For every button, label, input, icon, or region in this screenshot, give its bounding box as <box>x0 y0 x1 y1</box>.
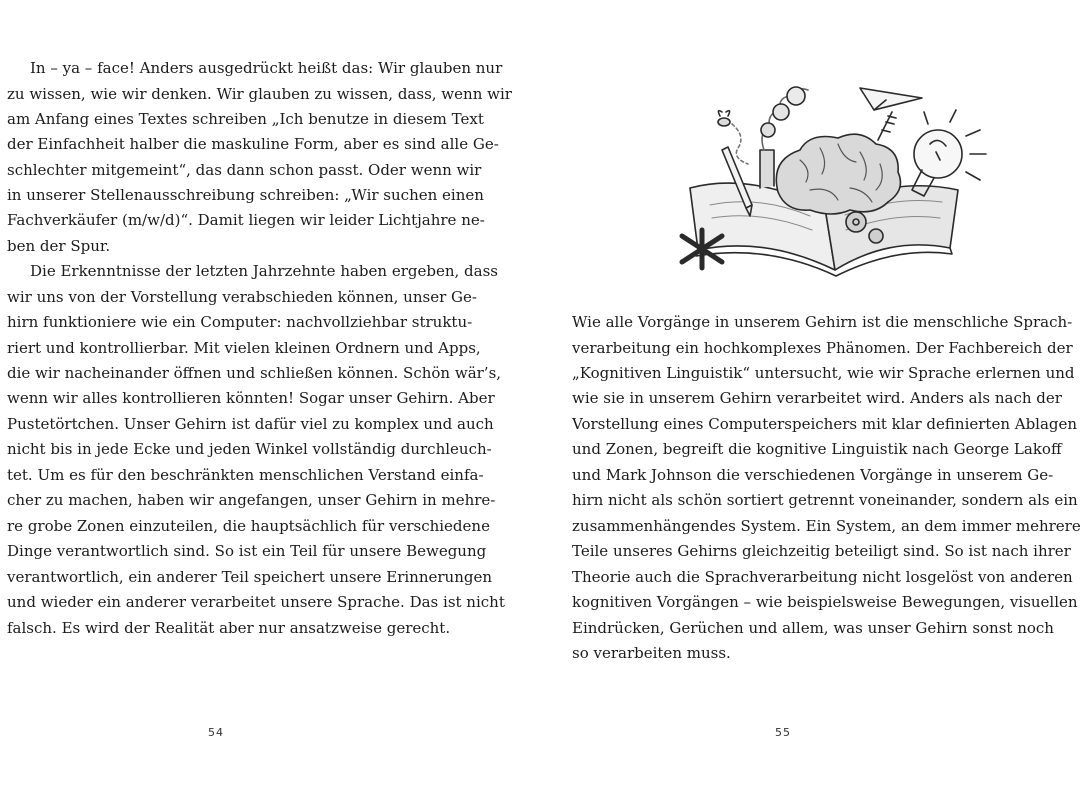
text-line: der Einfachheit halber die maskuline Form, aber es sind alle Ge- <box>7 135 499 153</box>
text-line: Teile unseres Gehirns gleichzeitig beteiligt sind. So ist nach ihrer <box>572 542 1071 560</box>
text-line: Eindrücken, Gerüchen und allem, was unser Gehirn sonst noch <box>572 619 1054 637</box>
text-line: re grobe Zonen einzuteilen, die hauptsächlich für verschiedene <box>7 517 490 535</box>
text-line: Fachverkäufer (m/w/d)“. Damit liegen wir leider Lichtjahre ne- <box>7 211 485 229</box>
text-line: wenn wir alles kontrollieren könnten! Sogar unser Gehirn. Aber <box>7 389 495 407</box>
text-line: nicht bis in jede Ecke und jeden Winkel vollständig durchleuch- <box>7 440 492 458</box>
text-line: am Anfang eines Textes schreiben „Ich benutze in diesem Text <box>7 110 484 128</box>
text-line: falsch. Es wird der Realität aber nur ansatzweise gerecht. <box>7 619 451 637</box>
text-line: und Mark Johnson die verschiedenen Vorgänge in unserem Ge- <box>572 466 1054 484</box>
text-line: schlechter mitgemeint“, das dann schon passt. Oder wenn wir <box>7 161 482 179</box>
text-line: Theorie auch die Sprachverarbeitung nicht losgelöst von anderen <box>572 568 1073 586</box>
page-number: 54 <box>208 726 224 739</box>
text-line: ben der Spur. <box>7 237 111 255</box>
text-line: zusammenhängendes System. Ein System, an dem immer mehrere <box>572 517 1081 535</box>
text-line: Vorstellung eines Computerspeichers mit klar definierten Ablagen <box>572 415 1078 433</box>
page-number: 55 <box>775 726 791 739</box>
text-line: hirn nicht als schön sortiert getrennt voneinander, sondern als ein <box>572 491 1078 509</box>
text-line: verarbeitung ein hochkomplexes Phänomen. Der Fachbereich der <box>572 339 1073 357</box>
text-line: in unserer Stellenausschreibung schreiben: „Wir suchen einen <box>7 186 484 204</box>
text-line: riert und kontrollierbar. Mit vielen kleinen Ordnern und Apps, <box>7 339 481 357</box>
text-line: und Zonen, begreift die kognitive Linguistik nach George Lakoff <box>572 440 1062 458</box>
text-line: verantwortlich, ein anderer Teil speichert unsere Erinnerungen <box>7 568 493 586</box>
text-line: kognitiven Vorgängen – wie beispielsweise Bewegungen, visuellen <box>572 593 1078 611</box>
text-line: wie sie in unserem Gehirn verarbeitet wird. Anders als nach der <box>572 389 1062 407</box>
left-page <box>0 0 512 800</box>
text-line: und wieder ein anderer verarbeitet unsere Sprache. Das ist nicht <box>7 593 505 611</box>
brain-book-illustration-icon <box>660 40 1010 280</box>
text-line: Pustetörtchen. Unser Gehirn ist dafür viel zu komplex und auch <box>7 415 494 433</box>
text-line: Dinge verantwortlich sind. So ist ein Teil für unsere Bewegung <box>7 542 487 560</box>
text-line: Die Erkenntnisse der letzten Jahrzehnte haben ergeben, dass <box>30 262 498 280</box>
text-line: zu wissen, wie wir denken. Wir glauben zu wissen, dass, wenn wir <box>7 85 512 103</box>
text-line: die wir nacheinander öffnen und schließen können. Schön wär’s, <box>7 364 502 382</box>
text-line: Wie alle Vorgänge in unserem Gehirn ist die menschliche Sprach- <box>572 313 1073 331</box>
text-line: In – ya – face! Anders ausgedrückt heißt das: Wir glauben nur <box>30 59 503 77</box>
text-line: hirn funktioniere wie ein Computer: nachvollziehbar struktu- <box>7 313 473 331</box>
text-line: wir uns von der Vorstellung verabschieden können, unser Ge- <box>7 288 477 306</box>
text-line: „Kognitiven Linguistik“ untersucht, wie wir Sprache erlernen und <box>572 364 1075 382</box>
text-line: tet. Um es für den beschränkten menschlichen Verstand einfa- <box>7 466 484 484</box>
text-line: cher zu machen, haben wir angefangen, unser Gehirn in mehre- <box>7 491 496 509</box>
right-page <box>500 0 1081 800</box>
text-line: so verarbeiten muss. <box>572 644 731 662</box>
